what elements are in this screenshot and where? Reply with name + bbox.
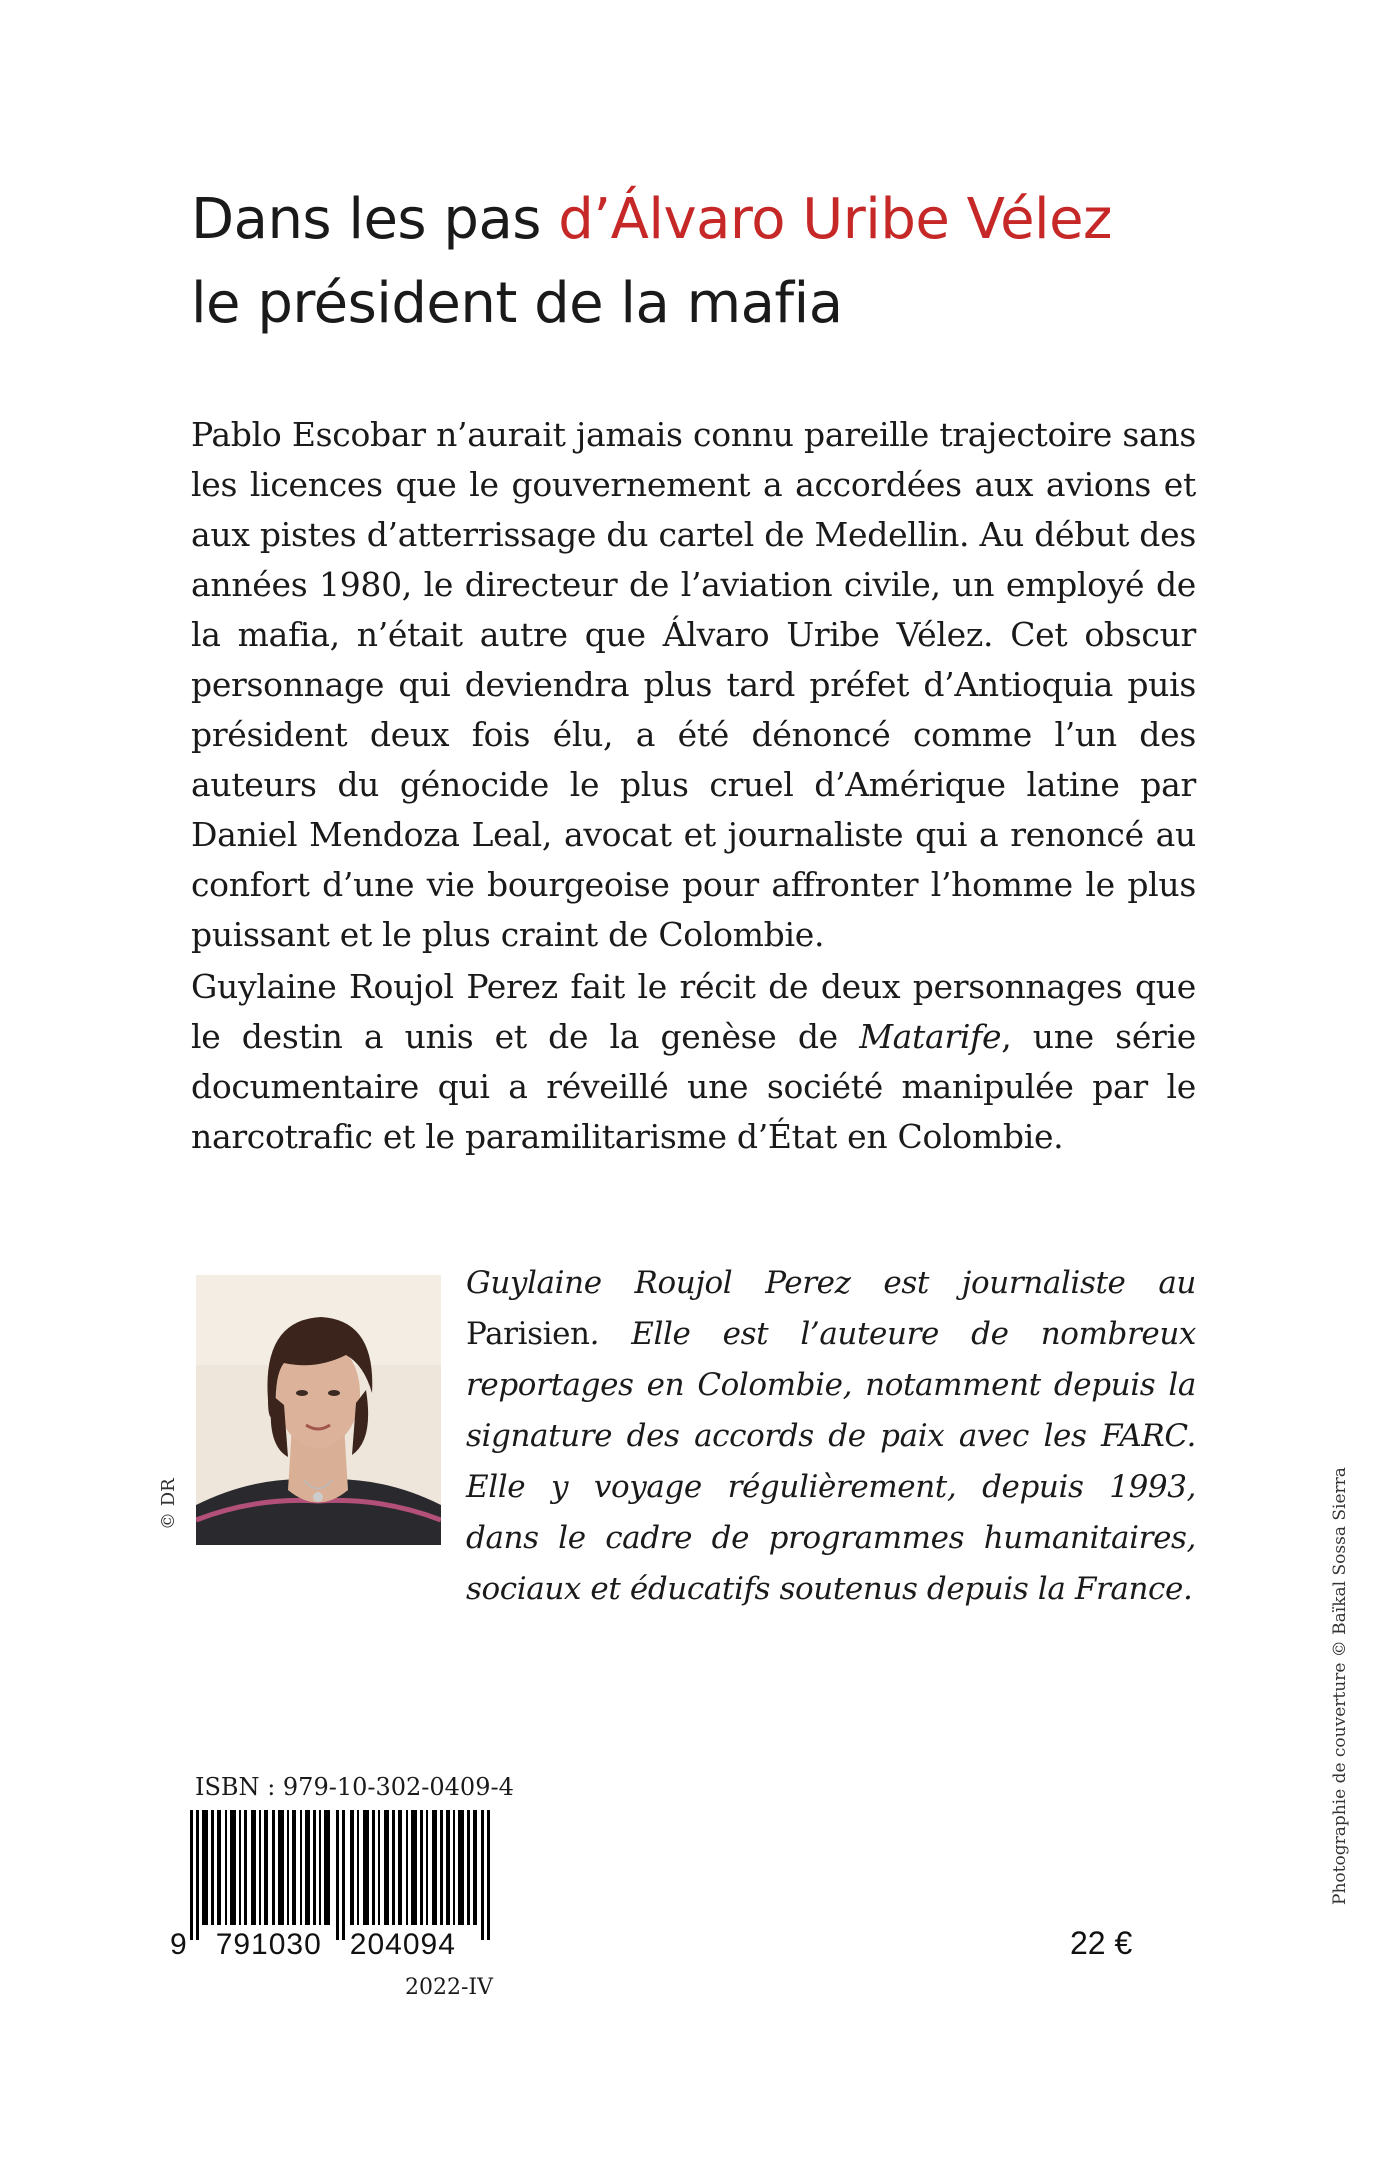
author-bio-part2: . Elle est l’auteure de nombreux reportages en Colombie, notamment depuis la signature des accords de paix avec les FARC. Elle y voyage régulièrement, depuis 1993, dans le cadre de programmes humanitaires, sociaux et éducatifs soutenus depuis la France.: [466, 1316, 1196, 1607]
author-photo: [196, 1275, 441, 1545]
title-line1-accent: d’Álvaro Uribe Vélez: [558, 186, 1112, 252]
price: 22 €: [1070, 1925, 1133, 1961]
cover-photo-credit: Photographie de couverture © Baïkal Sossa Sierra: [1330, 1467, 1350, 1905]
barcode: [190, 1810, 500, 1940]
title-line2: le président de la mafia: [191, 270, 843, 336]
book-title: [191, 178, 1291, 346]
barcode-digits: 9 791030 204094: [170, 1928, 456, 1961]
summary-paragraph-2-after: , une série documentaire qui a réveillé une société manipulée par le narcotrafic et le paramilitarisme d’État en Colombie.: [191, 1017, 1197, 1156]
publication-name: Parisien: [466, 1316, 590, 1352]
isbn: ISBN : 979-10-302-0409-4: [195, 1773, 514, 1801]
photo-credit: © DR: [158, 1478, 179, 1530]
summary-paragraph-2: [191, 962, 1196, 1162]
summary-paragraph-1: Pablo Escobar n’aurait jamais connu pareille trajectoire sans les licences que le gouvernement a accordées aux avions et aux pistes d’atterrissage du cartel de Medellin. Au début des années 1980, le directeur de l’aviation civile, un employé de la mafia, n’était autre que Álvaro Uribe Vélez. Cet obscur personnage qui deviendra plus tard préfet d’Antioquia puis président deux fois élu, a été dénoncé comme l’un des auteurs du génocide le plus cruel d’Amérique latine par Daniel Mendoza Leal, avocat et journaliste qui a renoncé au confort d’une vie bourgeoise pour affronter l’homme le plus puissant et le plus craint de Colombie.: [191, 415, 1196, 954]
author-bio: [466, 1258, 1196, 1615]
summary-paragraph-2-before: Guylaine Roujol Perez fait le récit de deux personnages que le destin a unis et de la genèse de: [191, 967, 1196, 1056]
author-bio-part1: Guylaine Roujol Perez est journaliste au: [466, 1265, 1196, 1301]
edition-code: 2022-IV: [405, 1975, 493, 2000]
title-line1-prefix: Dans les pas: [191, 186, 559, 252]
series-title: Matarife: [859, 1017, 1002, 1056]
